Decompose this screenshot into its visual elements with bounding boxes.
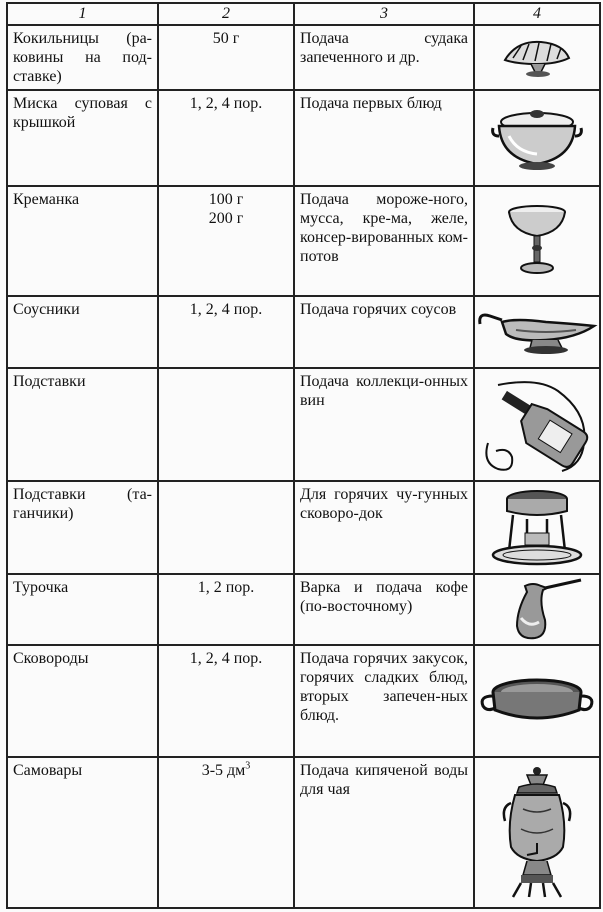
shell-cocotte-icon [497, 36, 577, 80]
table-row [7, 186, 600, 296]
item-usage: Подача первых блюд [294, 90, 474, 186]
item-quantity [158, 757, 294, 908]
soup-bowl-with-lid-icon [487, 100, 587, 176]
item-usage: Подача коллекци-онных вин [294, 368, 474, 481]
item-quantity: 100 г 200 г [158, 186, 294, 296]
item-name: Турочка [7, 574, 158, 645]
table-row [7, 481, 600, 574]
item-usage: Подача горячих закусок, горячих сладких блюд, вторых запечен-ных блюд. [294, 645, 474, 757]
item-quantity: 1, 2, 4 пор. [158, 296, 294, 368]
item-picture [474, 90, 600, 186]
item-usage: Для горячих чу-гунных сковоро-док [294, 481, 474, 574]
item-name: Креманка [7, 186, 158, 296]
item-picture [474, 296, 600, 368]
item-picture [474, 25, 600, 90]
wine-bottle-stand-icon [478, 373, 596, 477]
volume-exponent: 3 [245, 760, 251, 772]
coffee-pot-icon [489, 578, 585, 642]
frying-pan-icon [477, 666, 597, 736]
utensils-table [6, 2, 601, 909]
item-picture [474, 186, 600, 296]
item-usage: Варка и подача кофе (по-восточному) [294, 574, 474, 645]
header-cell: 4 [474, 3, 600, 25]
table-row [7, 90, 600, 186]
item-usage: Подача кипяченой воды для чая [294, 757, 474, 908]
table-row [7, 368, 600, 481]
table-row [7, 25, 600, 90]
item-quantity [158, 368, 294, 481]
samovar-icon [497, 763, 577, 903]
item-name: Самовары [7, 757, 158, 908]
item-usage: Подача судака запеченного и др. [294, 25, 474, 90]
header-row [7, 3, 600, 25]
item-quantity [158, 481, 294, 574]
item-usage: Подача мороже-ного, мусса, кре-ма, желе, консер-вированных ком-потов [294, 186, 474, 296]
item-quantity: 50 г [158, 25, 294, 90]
volume-value: 3-5 дм [201, 762, 246, 779]
table-row [7, 574, 600, 645]
header-cell: 3 [294, 3, 474, 25]
item-name: Сковороды [7, 645, 158, 757]
item-picture [474, 481, 600, 574]
header-cell: 2 [158, 3, 294, 25]
burner-stand-icon [487, 485, 587, 571]
item-picture [474, 645, 600, 757]
dessert-cup-icon [502, 198, 572, 284]
item-name: Подставки [7, 368, 158, 481]
item-picture [474, 368, 600, 481]
item-name: Миска суповая с крышкой [7, 90, 158, 186]
item-name: Соусники [7, 296, 158, 368]
item-quantity: 1, 2, 4 пор. [158, 645, 294, 757]
gravy-boat-icon [476, 304, 598, 360]
item-usage: Подача горячих соусов [294, 296, 474, 368]
item-quantity: 1, 2 пор. [158, 574, 294, 645]
table-row [7, 645, 600, 757]
table-row [7, 757, 600, 908]
item-quantity: 1, 2, 4 пор. [158, 90, 294, 186]
item-name: Подставки (та-ганчики) [7, 481, 158, 574]
item-name: Кокильницы (ра-ковины на под-ставке) [7, 25, 158, 90]
item-picture [474, 757, 600, 908]
item-picture [474, 574, 600, 645]
header-cell: 1 [7, 3, 158, 25]
table-row [7, 296, 600, 368]
